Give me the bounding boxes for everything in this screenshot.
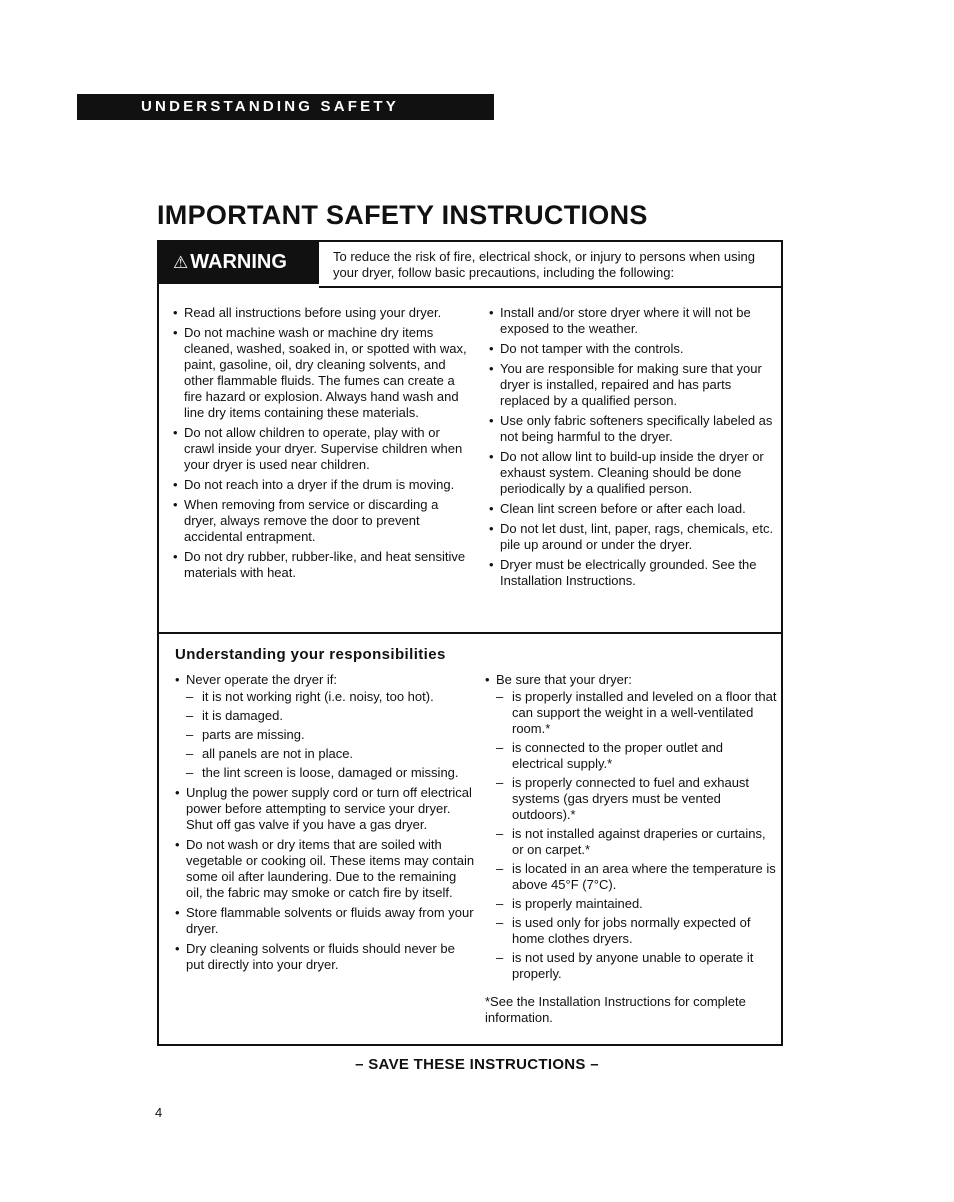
dash: – <box>496 950 504 965</box>
list-item: • Clean lint screen before or after each load. <box>489 501 746 516</box>
dash: – <box>186 708 194 723</box>
bullet: • <box>489 501 494 516</box>
bullet: • <box>489 305 494 320</box>
list-item: • Use only fabric softeners specifically labeled as not being harmful to the dryer. <box>489 413 773 444</box>
bullet: • <box>175 905 180 920</box>
list-item: • Do not tamper with the controls. <box>489 341 684 356</box>
bullet: • <box>175 785 180 800</box>
dash: – <box>496 689 504 704</box>
dash: – <box>186 765 194 780</box>
sub-item: – is not used by anyone unable to operate it properly. <box>496 950 754 981</box>
sub-list <box>186 689 475 781</box>
responsibilities-list-left <box>175 672 475 977</box>
sub-item: – it is not working right (i.e. noisy, too hot). <box>186 689 434 704</box>
sub-item: – is located in an area where the temperature is above 45°F (7°C). <box>496 861 776 892</box>
sub-item: – is used only for jobs normally expected of home clothes dryers. <box>496 915 751 946</box>
bullet: • <box>489 521 494 536</box>
list-item: • Dry cleaning solvents or fluids should never be put directly into your dryer. <box>175 941 455 972</box>
dash: – <box>496 826 504 841</box>
warning-label <box>159 242 319 284</box>
warning-label-text: WARNING <box>190 251 287 273</box>
sub-item: – is connected to the proper outlet and electrical supply.* <box>496 740 724 771</box>
list-item: • Do not dry rubber, rubber-like, and heat sensitive materials with heat. <box>173 549 466 580</box>
sub-item: – is properly installed and leveled on a floor that can support the weight in a well-ventilated room.* <box>496 689 777 736</box>
bullet: • <box>489 341 494 356</box>
installation-footnote: *See the Installation Instructions for complete information. <box>485 994 746 1025</box>
warning-list-right <box>489 305 781 593</box>
dash: – <box>496 915 504 930</box>
bullet: • <box>173 425 178 440</box>
list-item: • Do not machine wash or machine dry items cleaned, washed, soaked in, or spotted with wax, paint, gasoline, oil, dry cleaning solvents, and other flammable fluids. The fumes can create a fire hazard or explosion. Always hand wash and line dry items containing these materials. <box>173 325 467 420</box>
sub-item: – the lint screen is loose, damaged or missing. <box>186 765 459 780</box>
save-instructions: – SAVE THESE INSTRUCTIONS – <box>355 1056 599 1073</box>
sub-item: – is not installed against draperies or curtains, or on carpet.* <box>496 826 766 857</box>
bullet: • <box>173 305 178 320</box>
page-title: IMPORTANT SAFETY INSTRUCTIONS <box>157 200 648 230</box>
dash: – <box>496 740 504 755</box>
sub-list <box>496 689 777 982</box>
warning-divider <box>319 286 781 288</box>
list-item: • Store flammable solvents or fluids away from your dryer. <box>175 905 474 936</box>
bullet: • <box>173 477 178 492</box>
sub-item: – all panels are not in place. <box>186 746 354 761</box>
sub-item: – it is damaged. <box>186 708 283 723</box>
sub-item: – parts are missing. <box>186 727 305 742</box>
list-item: • Do not let dust, lint, paper, rags, chemicals, etc. pile up around or under the dryer. <box>489 521 774 552</box>
section-header: UNDERSTANDING SAFETY <box>77 94 494 120</box>
warning-box <box>157 240 783 634</box>
bullet: • <box>489 449 494 464</box>
dash: – <box>186 727 194 742</box>
bullet: • <box>489 557 494 572</box>
list-item: • You are responsible for making sure that your dryer is installed, repaired and has parts replaced by a qualified person. <box>489 361 762 408</box>
dash: – <box>496 896 504 911</box>
warning-triangle-icon: ⚠ <box>173 253 189 272</box>
sub-item: – is properly maintained. <box>496 896 643 911</box>
list-item: • Read all instructions before using your dryer. <box>173 305 442 320</box>
dash: – <box>186 689 194 704</box>
bullet: • <box>173 549 178 564</box>
page-number: 4 <box>155 1105 163 1120</box>
dash: – <box>496 775 504 790</box>
bullet: • <box>489 413 494 428</box>
bullet: • <box>175 941 180 956</box>
list-item: • Unplug the power supply cord or turn off electrical power before attempting to service your dryer. Shut off gas valve if you have a gas dryer. <box>175 785 472 832</box>
dash: – <box>186 746 194 761</box>
warning-list-left <box>173 305 473 585</box>
list-item: • Install and/or store dryer where it will not be exposed to the weather. <box>489 305 751 336</box>
list-item: • Do not allow children to operate, play with or crawl inside your dryer. Supervise children when your dryer is used near children. <box>173 425 463 472</box>
bullet: • <box>173 325 178 340</box>
responsibilities-box <box>157 632 783 1046</box>
bullet: • <box>173 497 178 512</box>
list-item: • Be sure that your dryer: – is properly installed and leveled on a floor that can support the weight in a well-ventilated room.* – is connected to the proper outlet and electrical supply.* – is properly connected to fuel and exhaust systems (gas dryers must be vented outdoors).* – is not installed against draperies or curtains, or on carpet.* – is located in an area where the temperature is above 45°F (7°C). – is properly maintained. – is used only for jobs normally expected of home clothes dryers. – is not used by anyone unable to operate it properly. <box>485 672 777 981</box>
responsibilities-list-right <box>485 672 777 986</box>
list-item: • Do not wash or dry items that are soiled with vegetable or cooking oil. These items may contain some oil after laundering. Due to the remaining oil, the fabric may smoke or catch fire by itself. <box>175 837 475 900</box>
responsibilities-title: Understanding your responsibilities <box>175 646 446 663</box>
bullet: • <box>175 837 180 852</box>
list-item: • Dryer must be electrically grounded. See the Installation Instructions. <box>489 557 757 588</box>
bullet: • <box>175 672 180 687</box>
list-item: • Never operate the dryer if: – it is not working right (i.e. noisy, too hot). – it is damaged. – parts are missing. – all panels are not in place. – the lint screen is loose, damaged or missing. <box>175 672 475 781</box>
warning-intro: To reduce the risk of fire, electrical shock, or injury to persons when using your dryer, follow basic precautions, including the following: <box>333 249 755 280</box>
list-item: • Do not allow lint to build-up inside the dryer or exhaust system. Cleaning should be done periodically by a qualified person. <box>489 449 764 496</box>
sub-item: – is properly connected to fuel and exhaust systems (gas dryers must be vented outdoors).* <box>496 775 750 822</box>
bullet: • <box>485 672 490 687</box>
list-item: • When removing from service or discarding a dryer, always remove the door to prevent accidental entrapment. <box>173 497 439 544</box>
bullet: • <box>489 361 494 376</box>
list-item: • Do not reach into a dryer if the drum is moving. <box>173 477 455 492</box>
dash: – <box>496 861 504 876</box>
